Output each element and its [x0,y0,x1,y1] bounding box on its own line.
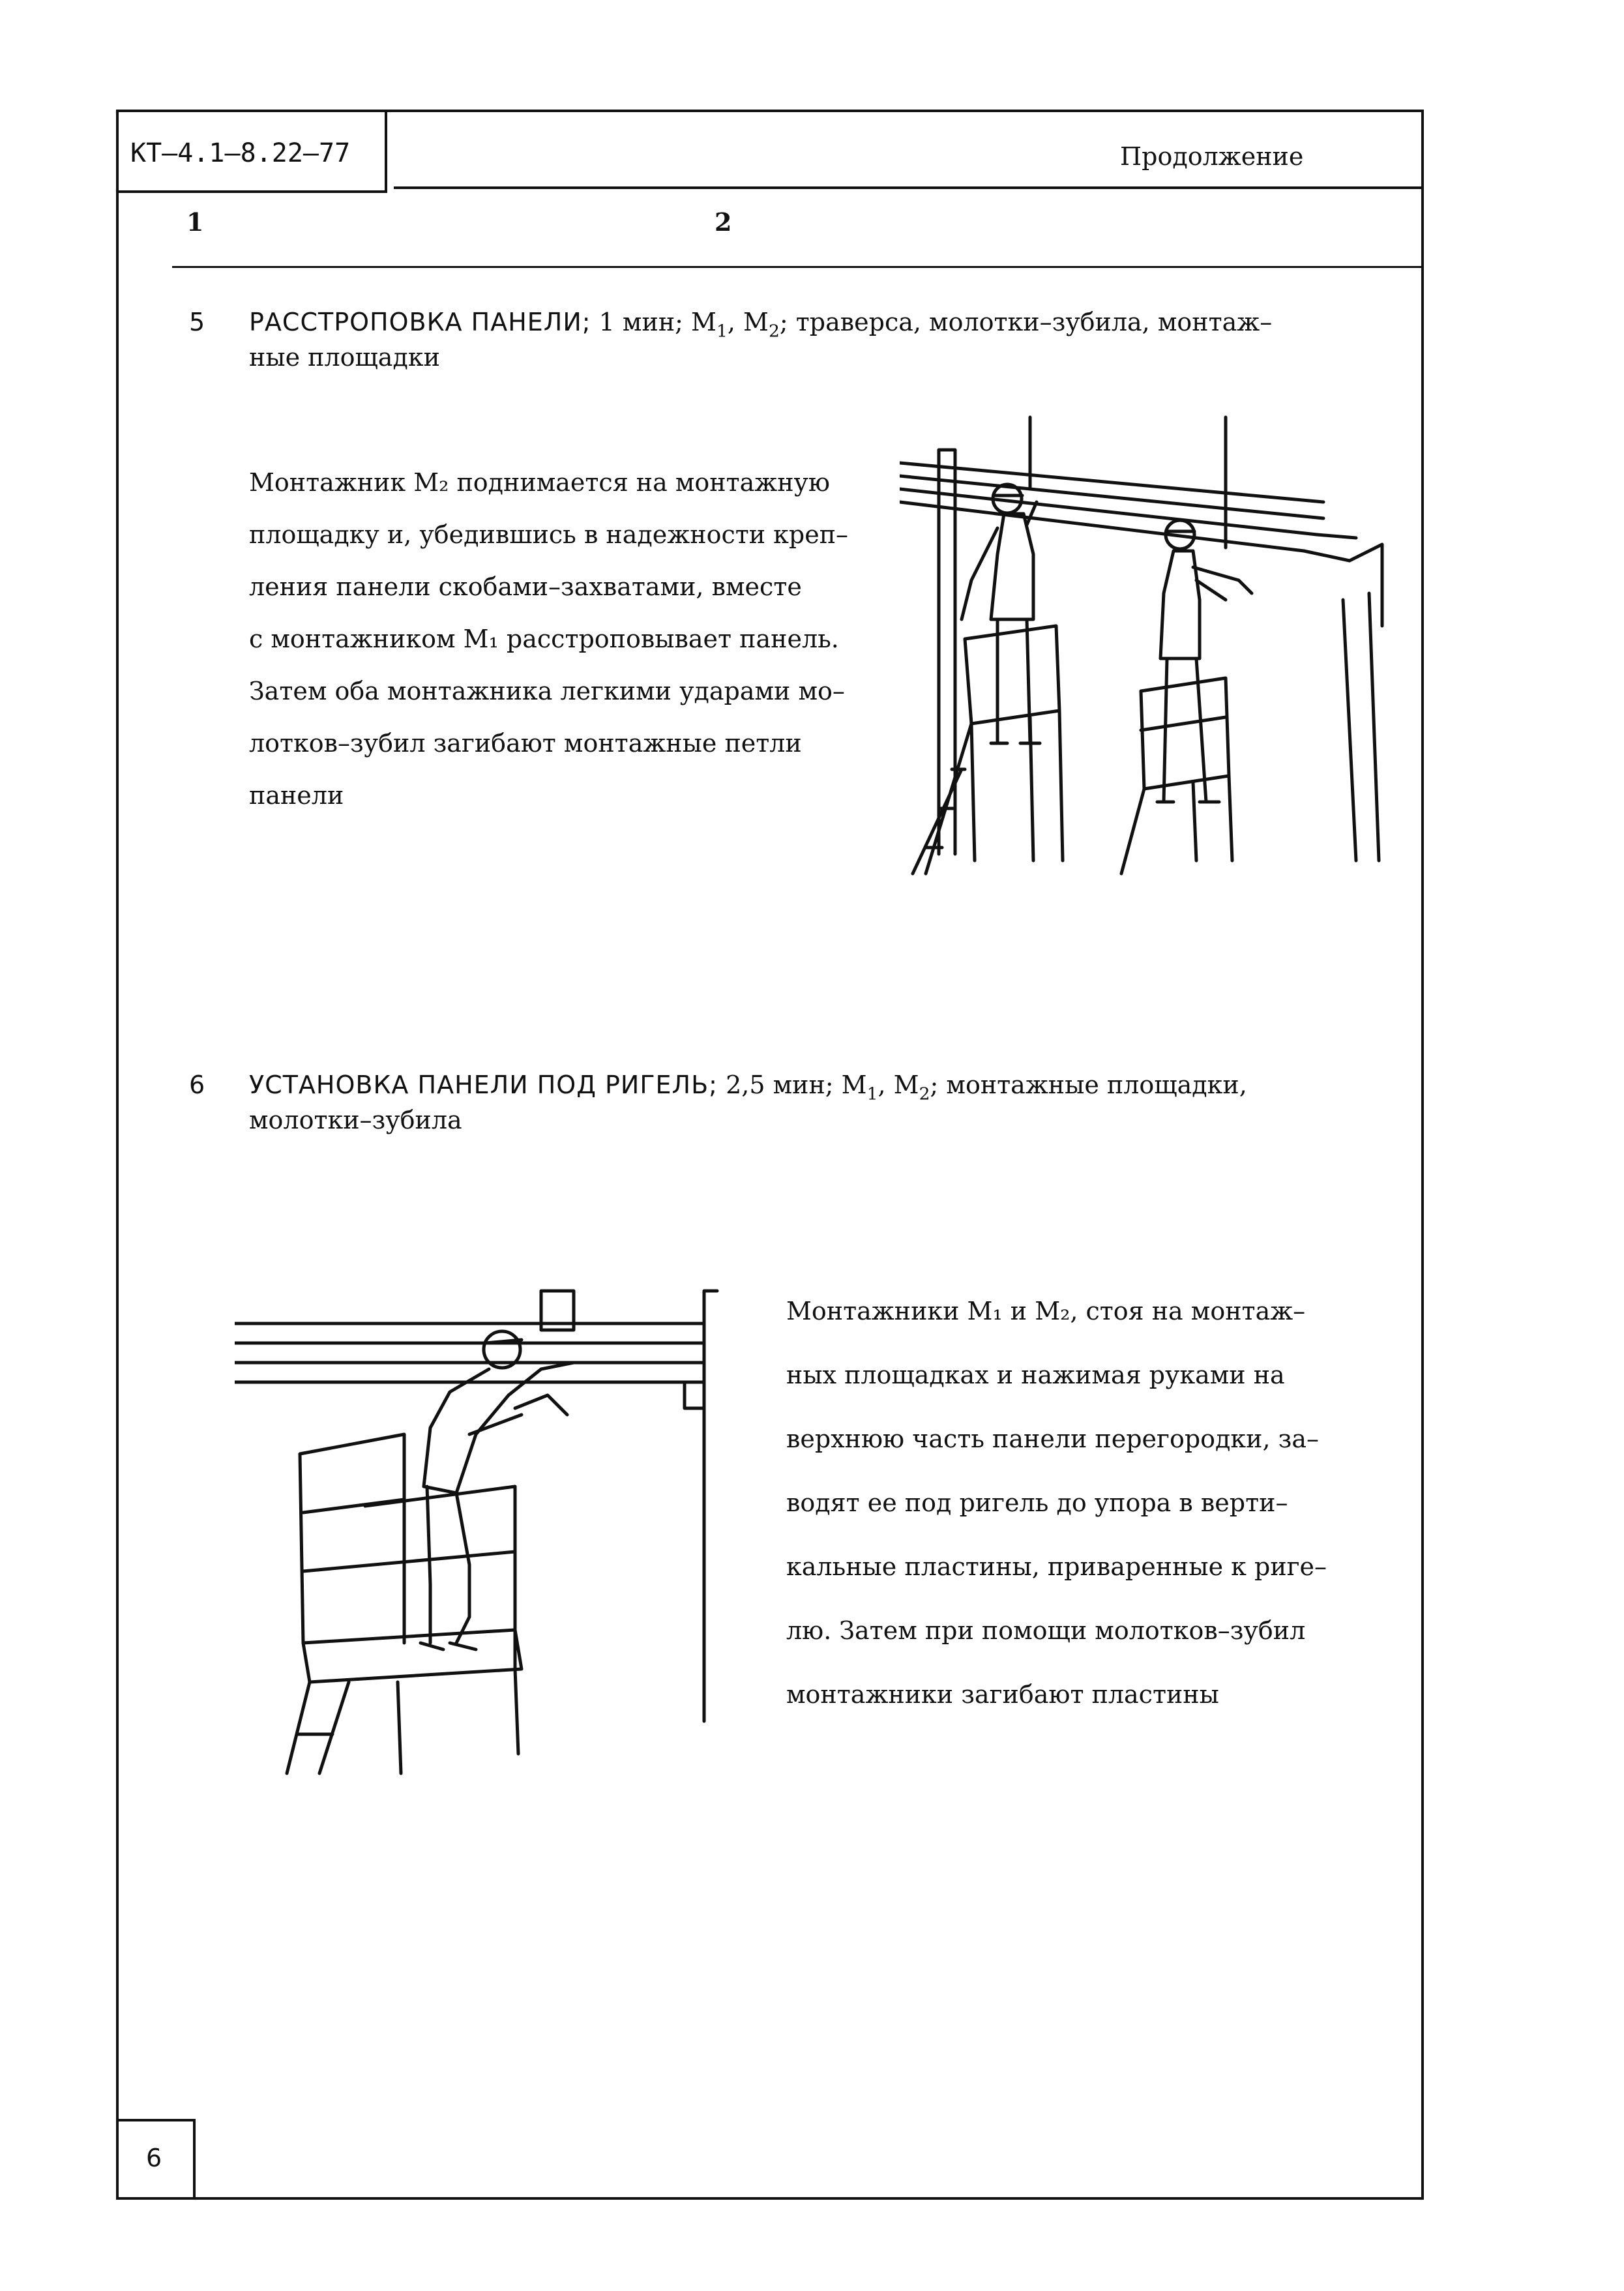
item-6-comma: , М [878,1071,919,1099]
column-1-header: 1 [186,207,204,237]
item-6-desc-line: верхнюю часть панели перегородки, за– [786,1425,1320,1453]
item-6-desc-line: Монтажники М₁ и М₂, стоя на монтаж– [786,1297,1306,1325]
item-5-desc-line: площадку и, убедившись в надежности креп– [249,520,849,549]
column-header-rule [172,266,1423,268]
continuation-label: Продолжение [1120,142,1304,171]
item-5-title-line2: ные площадки [249,343,440,372]
page-number: 6 [146,2144,162,2172]
item-6-description [786,1279,1327,1726]
doc-code: КТ–4.1–8.22–77 [130,138,351,168]
item-6-title-rest-a: 2,5 мин; М [726,1071,867,1099]
item-6-desc-line: лю. Затем при помощи молотков–зубил [786,1616,1306,1645]
frame-bottom [116,2197,1424,2200]
item-5-illustration [900,404,1395,887]
item-6-title-rest-b: ; монтажные площадки, [930,1071,1247,1099]
item-6-title-line2: молотки–зубила [249,1106,462,1134]
item-6-desc-line: ных площадках и нажимая руками на [786,1361,1285,1389]
item-5-desc-line: Затем оба монтажника легкими ударами мо– [249,677,845,705]
page-box-right [193,2119,196,2200]
item-6-number: 6 [189,1071,205,1099]
item-6-sub-1: 1 [866,1084,878,1104]
item-6-illustration [235,1278,730,1799]
item-6-sub-2: 2 [919,1084,930,1104]
header-rule [394,186,1423,189]
item-5-desc-line: панели [249,781,344,810]
item-5-sub-2: 2 [768,321,780,342]
item-5-desc-line: лотков–зубил загибают монтажные петли [249,729,802,758]
item-5-title-rest-b: ; траверса, молотки–зубила, монтаж– [779,308,1273,336]
item-5-title [249,306,1272,347]
item-5-title-rest-a: 1 мин; М [598,308,716,336]
frame-left [116,110,119,2200]
item-5-title-main: РАССТРОПОВКА ПАНЕЛИ; [249,308,591,336]
item-6-title [249,1069,1247,1110]
item-5-description [249,456,848,821]
item-6-desc-line: кальные пластины, приваренные к риге– [786,1552,1327,1581]
code-box-right [385,110,387,192]
page-box-top [116,2119,196,2121]
item-5-desc-line: ления панели скобами–захватами, вместе [249,572,802,601]
item-6-title-main: УСТАНОВКА ПАНЕЛИ ПОД РИГЕЛЬ; [249,1071,718,1099]
item-5-number: 5 [189,308,205,336]
column-2-header: 2 [715,207,732,237]
item-5-desc-line: с монтажником М₁ расстроповывает панель. [249,625,839,653]
item-5-desc-line: Монтажник М₂ поднимается на монтажную [249,468,830,497]
code-box-bottom [116,190,387,193]
item-6-desc-line: монтажники загибают пластины [786,1680,1219,1709]
item-5-comma: , М [727,308,769,336]
item-6-desc-line: водят ее под ригель до упора в верти– [786,1488,1288,1517]
frame-top [116,110,1424,112]
frame-right [1421,110,1424,2200]
item-5-sub-1: 1 [716,321,728,342]
